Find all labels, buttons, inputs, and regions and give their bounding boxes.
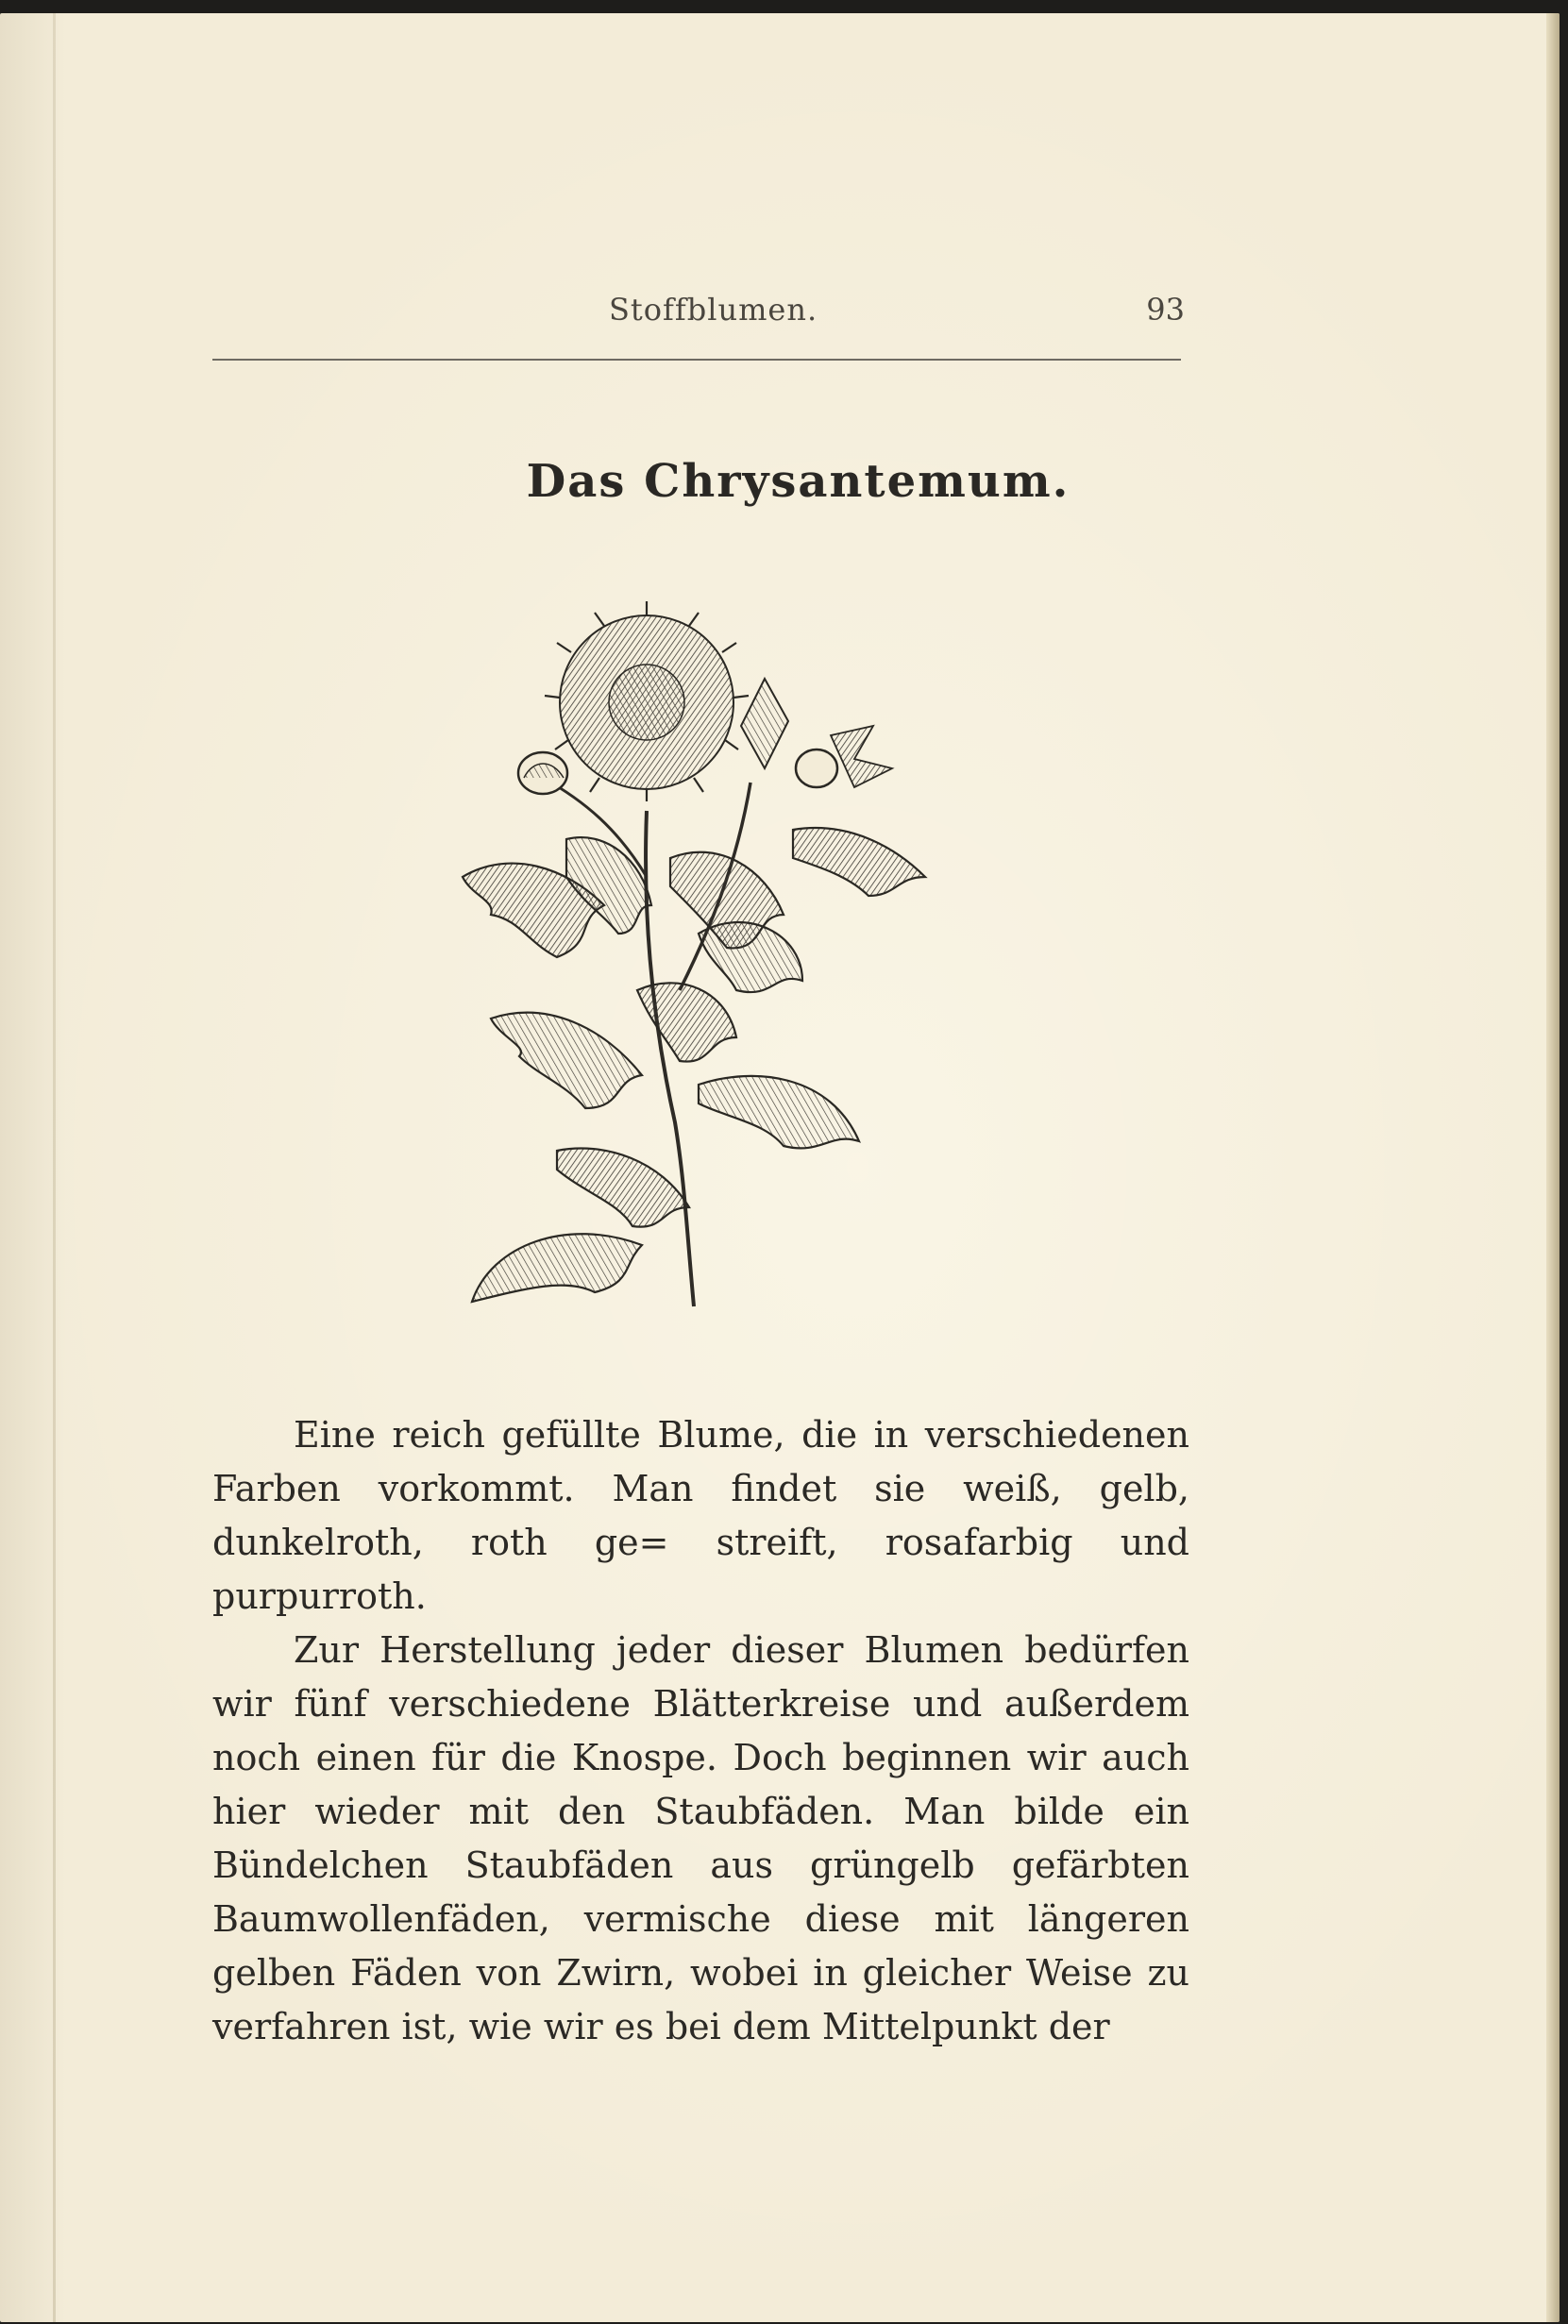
chapter-title: Das Chrysantemum. xyxy=(526,455,1071,508)
page-gutter xyxy=(53,13,56,2322)
page-number: 93 xyxy=(1146,292,1185,328)
bud-left xyxy=(518,752,567,794)
paragraph-2: Zur Herstellung jeder dieser Blumen bedürfen wir fünf verschiedene Blätterkreise und außerdem noch einen für die Knospe. Doch beginnen wir auch hier wieder mit den Staubfäden. Man bilde ein Bündelchen Staubfäden aus grüngelb gefärbten Baumwollenfäden, vermische diese mit längeren gelben Fäden von Zwirn, wobei in gleicher Weise zu verfahren ist, wie wir es bei dem Mittelpunkt der xyxy=(212,1629,1189,2047)
chrysanthemum-engraving-icon xyxy=(453,594,963,1311)
book-page xyxy=(0,13,1560,2322)
header-rule xyxy=(212,359,1181,361)
paragraph-1: Eine reich gefüllte Blume, die in verschiedenen Farben vorkommt. Man findet sie weiß, gelb, dunkelroth, roth ge= streift, rosafarbig und purpurroth. xyxy=(212,1414,1189,1617)
running-head-title: Stoffblumen. xyxy=(609,292,818,328)
bud-right xyxy=(741,679,892,787)
flower-head xyxy=(545,601,749,801)
page-edge xyxy=(1546,13,1560,2322)
body-text xyxy=(212,1408,1189,2054)
running-head xyxy=(212,292,1185,339)
